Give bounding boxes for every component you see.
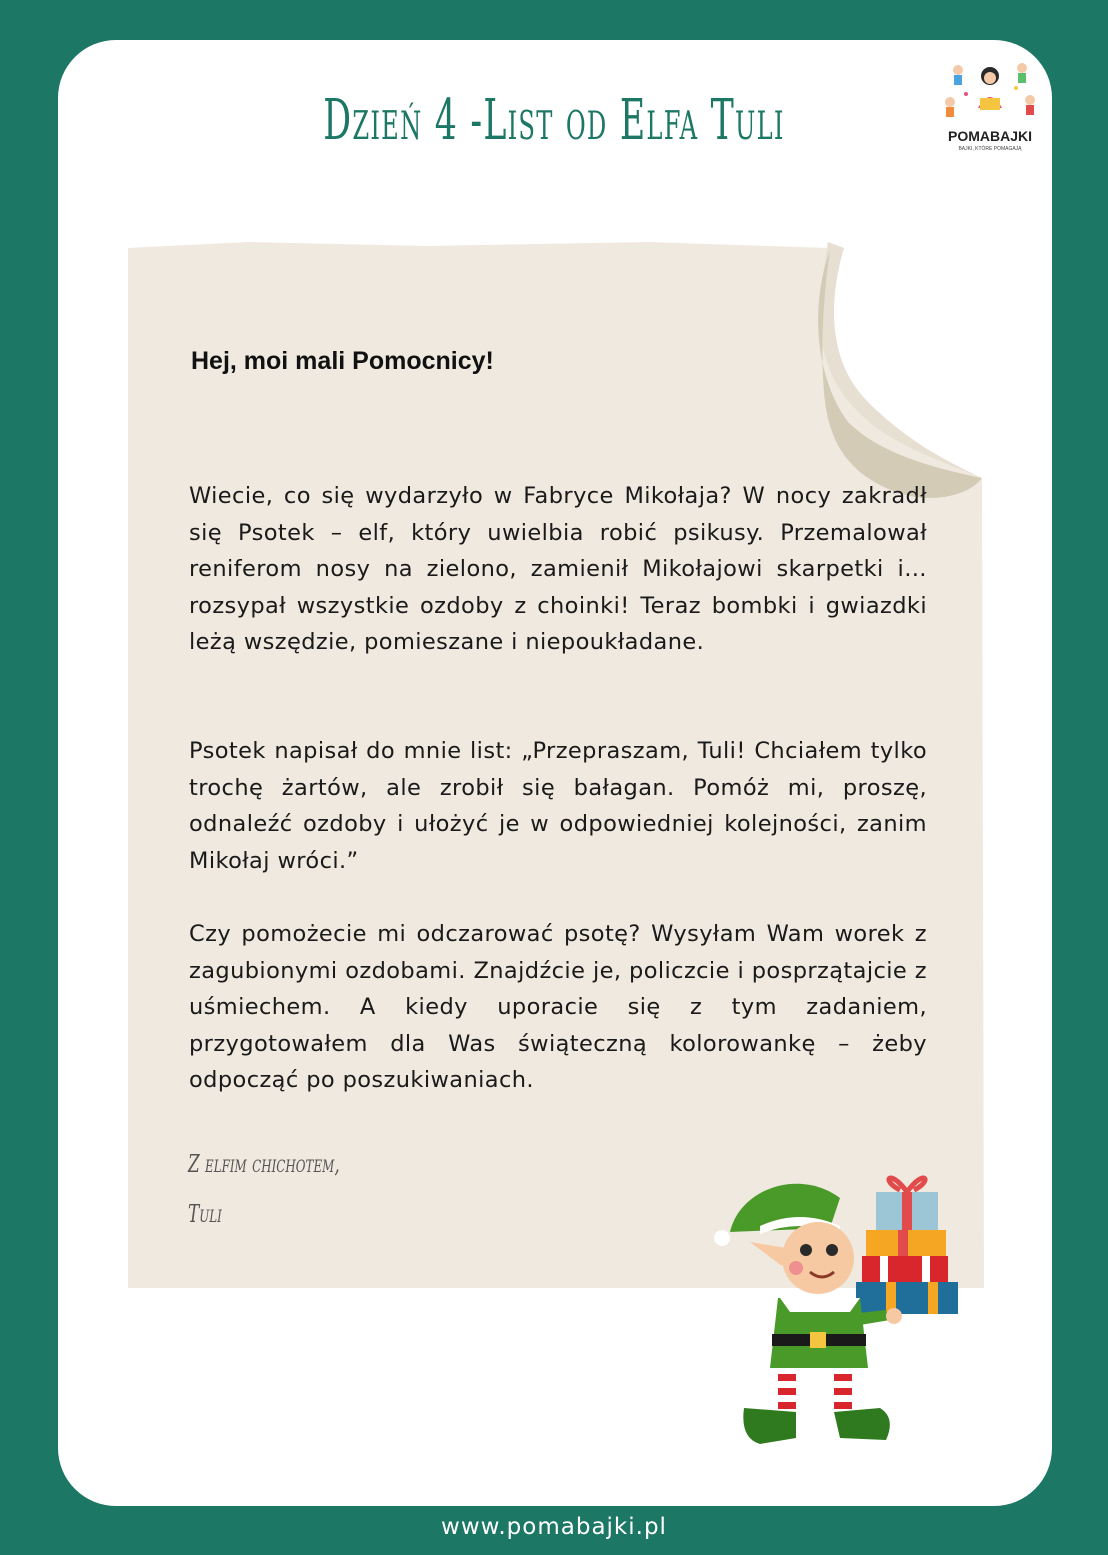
footer-url[interactable]: www.pomabajki.pl (441, 1514, 667, 1540)
elf-with-gifts-illustration (700, 1168, 965, 1453)
letter-closing: Z elfim chichotem, (188, 1150, 340, 1178)
letter-paragraph-2: Psotek napisał do mnie list: „Przepraszam, Tuli! Chciałem tylko trochę żartów, ale zrobił się bałagan. Pomóż mi, proszę, odnaleźć ozdoby i ułożyć je w odpowiedniej kolejności, zanim Mikołaj wróci.” (189, 738, 927, 874)
page-title: Dzień 4 -List od Elfa Tuli (323, 88, 785, 153)
logo-name: POMABAJKI (947, 128, 1032, 144)
letter-greeting: Hej, moi mali Pomocnicy! (191, 347, 494, 375)
letter-signature: Tuli (188, 1200, 222, 1228)
letter-paragraph-1: Wiecie, co się wydarzyło w Fabryce Mikołaja? W nocy zakradł się Psotek – elf, który uwielbia robić psikusy. Przemalował reniferom nosy na zielono, zamienił Mikołajowi skarpetki i… rozsypał wszystkie ozdoby z choinki! Teraz bombki i gwiazdki leżą wszędzie, pomieszane i niepoukładane. (189, 483, 927, 656)
letter-paragraph-3: Czy pomożecie mi odczarować psotę? Wysyłam Wam worek z zagubionymi ozdobami. Znajdźcie je, policzcie i posprzątajcie z uśmiechem. A kiedy uporacie się z tym zadaniem, przygotowałem dla Was świąteczną kolorowankę – żeby odpocząć po poszukiwaniach. (189, 921, 927, 1094)
logo-tagline: BAJKI, KTÓRE POMAGAJĄ (958, 146, 1022, 152)
